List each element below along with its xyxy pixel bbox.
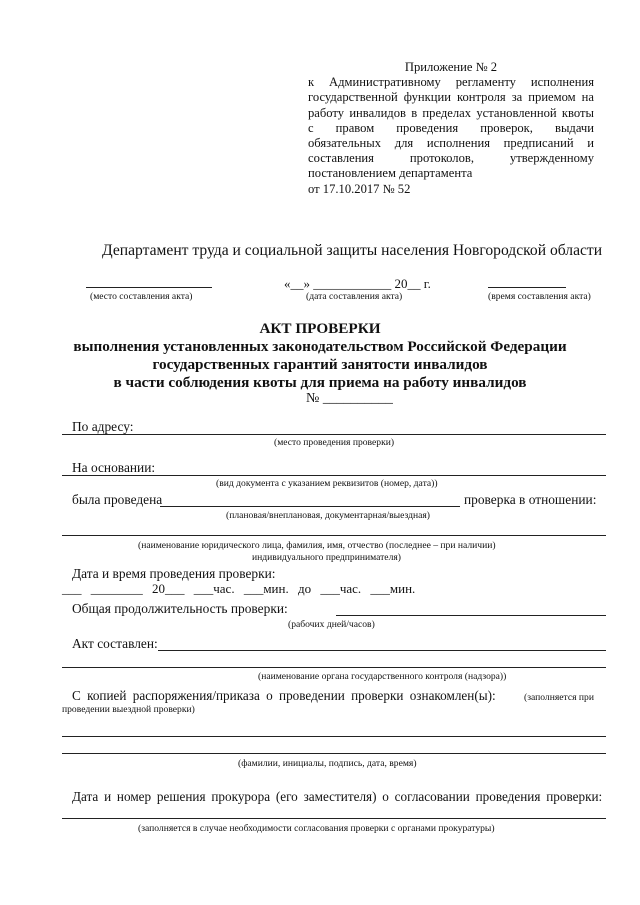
prosecutor-field[interactable] bbox=[62, 818, 606, 819]
copy-text: С копией распоряжения/приказа о проведении проверки ознакомлен(ы): bbox=[72, 688, 496, 703]
duration-label: Общая продолжительность проверки: bbox=[72, 601, 288, 616]
prosecutor-text: Дата и номер решения прокурора (его заместителя) о согласовании проведения проверки: bbox=[72, 789, 603, 804]
appendix-line: работу инвалидов в пределах установленной квоты bbox=[308, 105, 594, 120]
act-subtitle-line: в части соблюдения квоты для приема на работу инвалидов bbox=[113, 374, 527, 391]
entity-caption: (наименование юридического лица, фамилия, имя, отчество (последнее – при наличии) bbox=[138, 540, 496, 551]
address-label: По адресу: bbox=[72, 419, 134, 434]
department-name: Департамент труда и социальной защиты населения Новгородской области bbox=[102, 242, 603, 259]
entity-caption: индивидуального предпринимателя) bbox=[252, 552, 401, 563]
act-subtitle-line: государственных гарантий занятости инвалидов bbox=[152, 356, 488, 373]
entity-field[interactable] bbox=[62, 535, 606, 536]
datetime-field[interactable]: ___ ________ 20___ ___час. ___мин. до ___час. ___мин. bbox=[62, 581, 416, 596]
appendix-line: обязательных для исполнения предписаний и bbox=[308, 136, 594, 151]
appendix-title: Приложение № 2 bbox=[404, 60, 498, 74]
appendix-line: постановлением департамента bbox=[308, 166, 473, 181]
time-caption: (время составления акта) bbox=[488, 291, 591, 302]
act-number[interactable]: № __________ bbox=[306, 391, 393, 406]
act-title: АКТ ПРОВЕРКИ bbox=[259, 320, 381, 337]
duration-field[interactable] bbox=[336, 615, 606, 616]
date-caption: (дата составления акта) bbox=[306, 291, 403, 302]
check-type-field[interactable] bbox=[160, 506, 460, 507]
appendix-line: от 17.10.2017 № 52 bbox=[308, 181, 411, 196]
compiled-caption: (наименование органа государственного контроля (надзора)) bbox=[258, 671, 507, 682]
copy-note: проведении выездной проверки) bbox=[62, 704, 195, 715]
regarding-label: проверка в отношении: bbox=[464, 492, 597, 507]
duration-caption: (рабочих дней/часов) bbox=[288, 619, 375, 630]
copy-field-2[interactable] bbox=[62, 753, 606, 754]
basis-caption: (вид документа с указанием реквизитов (номер, дата)) bbox=[216, 478, 438, 489]
copy-note: (заполняется при bbox=[524, 692, 594, 703]
held-label: была проведена bbox=[72, 492, 163, 507]
act-date-field[interactable]: «__» ____________ 20__ г. bbox=[284, 276, 431, 291]
copy-field-1[interactable] bbox=[62, 736, 606, 737]
address-field[interactable] bbox=[62, 434, 606, 435]
held-caption: (плановая/внеплановая, документарная/выездная) bbox=[226, 510, 430, 521]
basis-label: На основании: bbox=[72, 460, 156, 475]
copy-caption: (фамилии, инициалы, подпись, дата, время) bbox=[238, 758, 417, 769]
compiled-field-1[interactable] bbox=[158, 650, 606, 651]
appendix-line: государственной функции контроля за приемом на bbox=[308, 90, 594, 105]
place-caption: (место составления акта) bbox=[90, 291, 193, 302]
datetime-label: Дата и время проведения проверки: bbox=[72, 566, 276, 581]
prosecutor-caption: (заполняется в случае необходимости согласования проверки с органами прокуратуры) bbox=[138, 823, 495, 834]
time-field[interactable] bbox=[488, 287, 566, 288]
appendix-block bbox=[308, 60, 594, 197]
basis-field[interactable] bbox=[62, 475, 606, 476]
appendix-line: с правом проведения проверок, выдачи bbox=[308, 120, 594, 135]
appendix-line: к Административному регламенту исполнения bbox=[308, 75, 594, 90]
act-subtitle-line: выполнения установленных законодательством Российской Федерации bbox=[73, 338, 567, 355]
appendix-line: составления протоколов, утвержденному bbox=[308, 151, 594, 166]
compiled-label: Акт составлен: bbox=[72, 636, 158, 651]
address-caption: (место проведения проверки) bbox=[274, 437, 395, 448]
compiled-field-2[interactable] bbox=[62, 667, 606, 668]
place-field[interactable] bbox=[86, 287, 212, 288]
